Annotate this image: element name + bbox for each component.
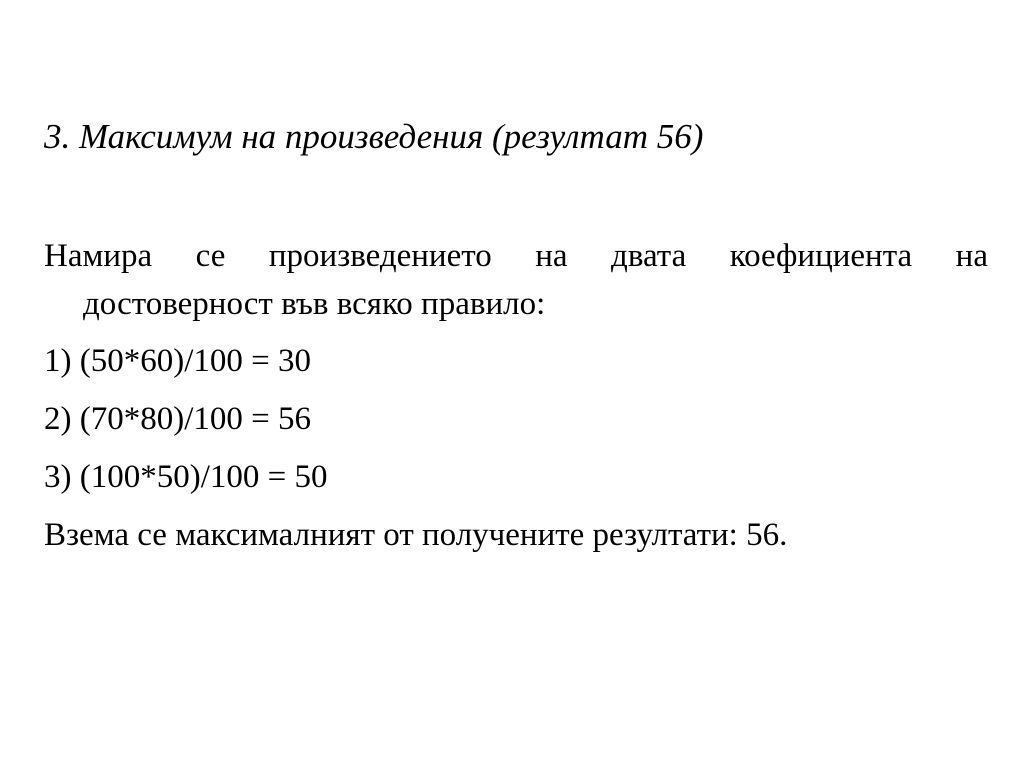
intro-line-2: достоверност във всяко правило: <box>83 286 546 322</box>
intro-paragraph <box>44 232 988 328</box>
step-1: 1) (50*60)/100 = 30 <box>44 343 311 379</box>
step-3: 3) (100*50)/100 = 50 <box>44 459 328 495</box>
conclusion: Взема се максималният от получените резултати: 56. <box>44 517 788 553</box>
step-2: 2) (70*80)/100 = 56 <box>44 401 311 437</box>
intro-line-1: Намира се произведението на двата коефициента на <box>44 238 988 274</box>
slide-title: 3. Максимум на произведения (резултат 56) <box>44 117 704 156</box>
slide-content <box>44 232 988 564</box>
